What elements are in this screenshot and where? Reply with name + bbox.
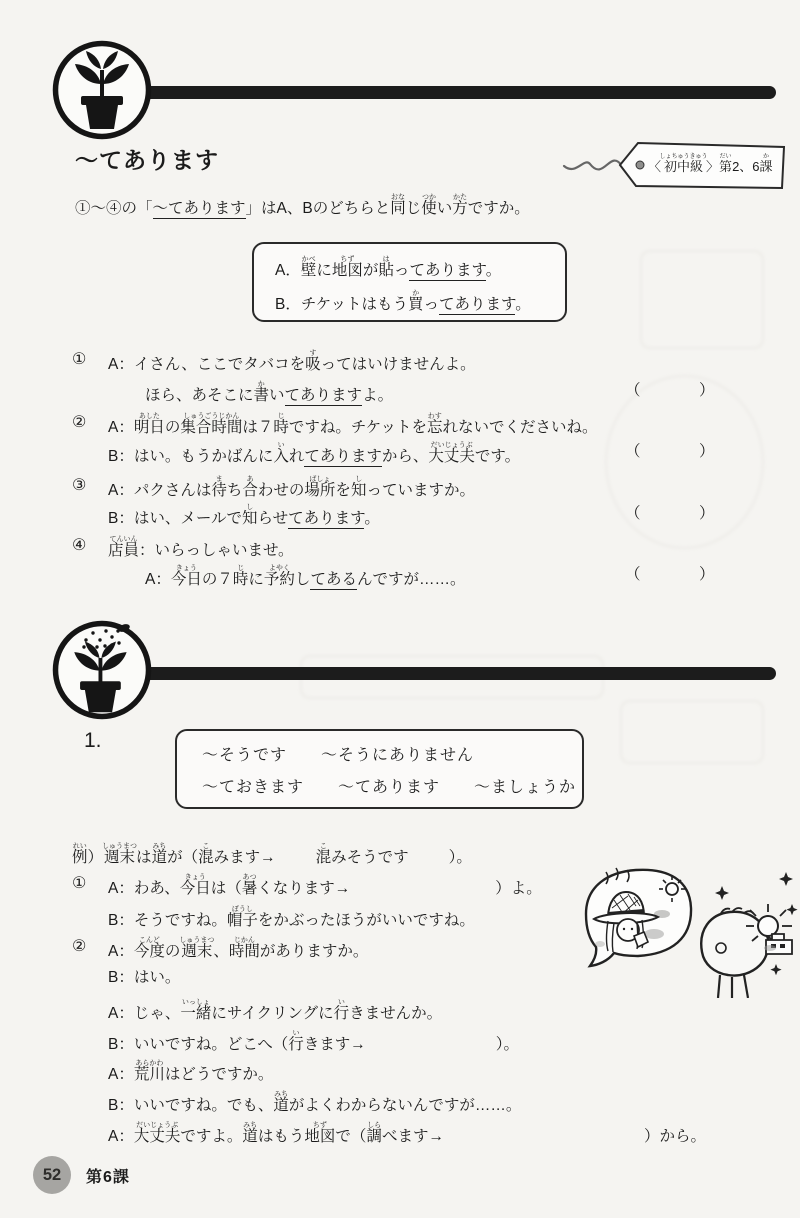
item-number: ③ [72,477,87,494]
item-number: ② [72,414,87,431]
dialogue-line: A：明日あしたの集合時間しゅうごうじかんは７時じですね。チケットを忘わすれないでくださいね。 [108,413,598,436]
section-divider-bar [140,667,776,680]
dialogue-line: B：はい。もうかばんに入いれてありますから、大丈夫だいじょうぶです。 [108,442,521,465]
hot-day-illustration [570,856,798,1003]
options-box [175,729,584,809]
part1-instruction: ①〜④の「〜てあります」はA、Bのどちらと同おなじ使つかい方かたですか。 [75,194,530,217]
item-number: ④ [72,537,87,554]
dialogue-line: A：じゃ、一緒いっしょにサイクリングに行いきませんか。 [108,999,443,1022]
dialogue-line: A：荒川あらかわはどうですか。 [108,1060,274,1083]
dialogue-line: A：イさん、ここでタバコを吸すってはいけませんよ。 [108,350,476,373]
section-divider-bar [140,86,776,99]
example-box [252,242,567,322]
item-number: ① [72,351,87,368]
answer-blank: （ ） [625,566,718,583]
chapter-tag-label: 〈初中級しょちゅうきゅう〉第だい2、6課か [648,154,773,174]
dialogue-line: B：いいですね。どこへ（行いきます→ ）。 [108,1030,520,1053]
item-number: ② [72,938,87,955]
dialogue-line: A：大丈夫だいじょうぶですよ。道みちはもう地図ちずで（調しらべます→ ）から。 [108,1122,706,1145]
potted-plant-icon [50,38,154,147]
item-number: ① [72,875,87,892]
answer-blank: （ ） [625,443,718,460]
page-title: 〜てあります [75,147,219,173]
options-line-2: 〜ておきます 〜てあります 〜ましょうか [202,779,577,796]
part2-example-line: 例れい）週末しゅうまつは道みちが（混こみます→ 混こみそうです ）。 [72,843,472,866]
dialogue-line: A：わあ、今日きょうは（暑あつくなります→ ）よ。 [108,874,542,897]
dialogue-line: ほら、あそこに書かいてありますよ。 [145,381,394,404]
chapter-level-tag [556,138,790,194]
options-line-1: 〜そうです 〜そうにありません [202,747,475,764]
dialogue-line: B：そうですね。帽子ぼうしをかぶったほうがいいですね。 [108,906,475,929]
dialogue-line: B：はい。 [108,969,181,986]
dialogue-line: A：今日きょうの７時じに予約よやくしてあるんですが……。 [145,565,466,588]
answer-blank: （ ） [625,382,718,399]
dialogue-line: 店員てんいん：いらっしゃいませ。 [108,536,294,559]
dialogue-line: A：パクさんは待まち合あわせの場所ばしょを知しっていますか。 [108,476,475,499]
dialogue-line: B：はい、メールで知しらせてあります。 [108,504,380,527]
chapter-label: 第6課 [86,1169,130,1186]
answer-blank: （ ） [625,505,718,522]
dialogue-line: A：今度こんどの週末しゅうまつ、時間じかんがありますか。 [108,937,369,960]
page-number-badge: 52 [33,1156,71,1194]
dialogue-line: B：いいですね。でも、道みちがよくわからないんですが……。 [108,1091,522,1114]
example-sentence-b: B．チケットはもう買かってあります。 [275,290,531,313]
bleed-through-shape [640,250,764,349]
exercise-number: 1. [84,729,102,752]
example-sentence-a: A．壁かべに地図ちずが貼はってあります。 [275,256,502,279]
watered-potted-plant-icon [50,618,154,727]
bleed-through-shape [620,700,764,764]
